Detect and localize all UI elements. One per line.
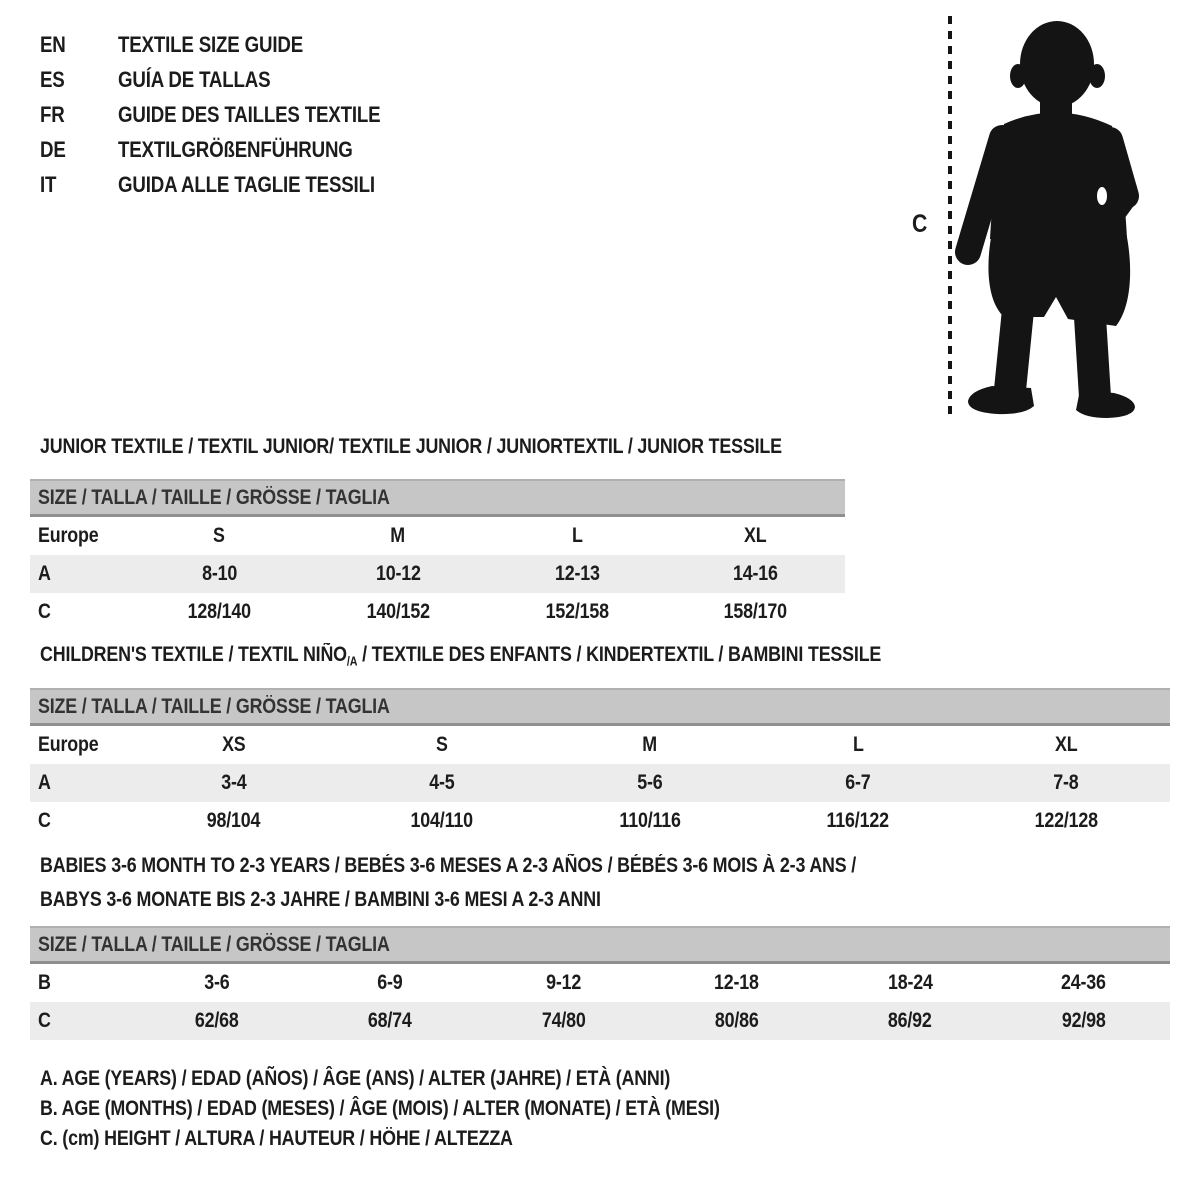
age-cell: 8-10 bbox=[201, 562, 237, 585]
size-cell: XS bbox=[222, 733, 246, 756]
language-code: EN bbox=[40, 32, 66, 57]
babies-size-table bbox=[30, 926, 1170, 1040]
months-cell: 9-12 bbox=[545, 971, 581, 994]
height-cell: 116/122 bbox=[826, 809, 890, 832]
height-cell: 104/110 bbox=[410, 809, 474, 832]
language-title: TEXTILGRÖßENFÜHRUNG bbox=[118, 137, 353, 162]
height-measure-label: C bbox=[912, 210, 928, 238]
size-table-header: SIZE / TALLA / TAILLE / GRÖSSE / TAGLIA bbox=[30, 926, 1170, 964]
table-row-age bbox=[30, 764, 1170, 802]
language-row-en bbox=[40, 27, 427, 62]
nino-a-subscript: /A bbox=[346, 654, 358, 669]
table-row-months bbox=[30, 964, 1170, 1002]
height-cell: 92/98 bbox=[1061, 1009, 1106, 1032]
height-cell: 140/152 bbox=[366, 600, 430, 623]
row-label: Europe bbox=[38, 524, 99, 547]
height-cell: 98/104 bbox=[207, 809, 261, 832]
height-cell: 158/170 bbox=[723, 600, 788, 623]
age-cell: 12-13 bbox=[554, 562, 600, 585]
toddler-silhouette-icon bbox=[952, 14, 1147, 422]
legend-line-c: C. (cm) HEIGHT / ALTURA / HAUTEUR / HÖHE / ALTEZZA bbox=[40, 1127, 513, 1150]
height-cell: 152/158 bbox=[545, 600, 609, 623]
babies-section-heading: BABIES 3-6 MONTH TO 2-3 YEARS / BEBÉS 3-6 MESES A 2-3 AÑOS / BÉBÉS 3-6 MOIS À 2-3 ANS / BABYS 3-6 MONATE BIS 2-3 JAHRE / BAMBINI 3-6 MESI A 2-3 ANNI bbox=[40, 854, 857, 911]
language-code: DE bbox=[40, 137, 66, 162]
table-row-height bbox=[30, 802, 1170, 840]
height-cell: 62/68 bbox=[194, 1009, 239, 1032]
height-cell: 122/128 bbox=[1034, 809, 1098, 832]
language-title: TEXTILE SIZE GUIDE bbox=[118, 32, 304, 57]
height-cell: 80/86 bbox=[714, 1009, 759, 1032]
size-cell: M bbox=[390, 524, 406, 547]
age-cell: 3-4 bbox=[221, 771, 247, 794]
months-cell: 3-6 bbox=[204, 971, 230, 994]
children-size-table bbox=[30, 688, 1170, 840]
height-cell: 86/92 bbox=[888, 1009, 932, 1032]
row-label: C bbox=[38, 1009, 51, 1032]
language-code: FR bbox=[40, 102, 65, 127]
junior-size-table bbox=[30, 479, 845, 631]
language-row-it bbox=[40, 167, 427, 202]
language-code: ES bbox=[40, 67, 65, 92]
table-row-europe bbox=[30, 517, 845, 555]
size-cell: XL bbox=[1054, 733, 1078, 756]
table-row-europe bbox=[30, 726, 1170, 764]
months-cell: 12-18 bbox=[714, 971, 760, 994]
row-label: C bbox=[38, 809, 51, 832]
age-cell: 5-6 bbox=[637, 771, 663, 794]
size-cell: S bbox=[213, 524, 226, 547]
children-section-heading: CHILDREN'S TEXTILE / TEXTIL $NIÑO_{/A}$ / TEXTILE DES ENFANTS / KINDERTEXTIL / BAMBINI TESSILE bbox=[40, 643, 882, 669]
measurement-legend bbox=[40, 1064, 840, 1154]
row-label: A bbox=[38, 771, 51, 794]
height-cell: 68/74 bbox=[368, 1009, 412, 1032]
size-cell: L bbox=[852, 733, 864, 756]
row-label: C bbox=[38, 600, 51, 623]
language-title: GUÍA DE TALLAS bbox=[118, 67, 271, 92]
size-table-header: SIZE / TALLA / TAILLE / GRÖSSE / TAGLIA bbox=[30, 688, 1170, 726]
language-title-list bbox=[40, 27, 427, 202]
row-label: B bbox=[38, 971, 51, 994]
size-cell: M bbox=[642, 733, 658, 756]
age-cell: 6-7 bbox=[845, 771, 871, 794]
language-code: IT bbox=[40, 172, 57, 197]
height-cell: 128/140 bbox=[187, 600, 252, 623]
age-cell: 10-12 bbox=[375, 562, 421, 585]
row-label: Europe bbox=[38, 733, 99, 756]
language-row-fr bbox=[40, 97, 427, 132]
size-cell: S bbox=[436, 733, 448, 756]
table-row-height bbox=[30, 593, 845, 631]
height-cell: 74/80 bbox=[541, 1009, 586, 1032]
age-cell: 7-8 bbox=[1053, 771, 1079, 794]
size-cell: L bbox=[571, 524, 583, 547]
junior-section-heading: JUNIOR TEXTILE / TEXTIL JUNIOR/ TEXTILE JUNIOR / JUNIORTEXTIL / JUNIOR TESSILE bbox=[40, 435, 782, 458]
months-cell: 6-9 bbox=[377, 971, 403, 994]
size-table-header: SIZE / TALLA / TAILLE / GRÖSSE / TAGLIA bbox=[30, 479, 845, 517]
months-cell: 18-24 bbox=[887, 971, 933, 994]
legend-line-b: B. AGE (MONTHS) / EDAD (MESES) / ÂGE (MOIS) / ALTER (MONATE) / ETÀ (MESI) bbox=[40, 1097, 720, 1120]
age-cell: 4-5 bbox=[429, 771, 455, 794]
months-cell: 24-36 bbox=[1060, 971, 1106, 994]
legend-line-a: A. AGE (YEARS) / EDAD (AÑOS) / ÂGE (ANS) / ALTER (JAHRE) / ETÀ (ANNI) bbox=[40, 1067, 671, 1090]
language-row-es bbox=[40, 62, 427, 97]
age-cell: 14-16 bbox=[733, 562, 779, 585]
language-row-de bbox=[40, 132, 427, 167]
language-title: GUIDE DES TAILLES TEXTILE bbox=[118, 102, 381, 127]
language-title: GUIDA ALLE TAGLIE TESSILI bbox=[118, 172, 375, 197]
table-row-height bbox=[30, 1002, 1170, 1040]
height-cell: 110/116 bbox=[619, 809, 681, 832]
table-row-age bbox=[30, 555, 845, 593]
row-label: A bbox=[38, 562, 51, 585]
size-cell: XL bbox=[744, 524, 767, 547]
